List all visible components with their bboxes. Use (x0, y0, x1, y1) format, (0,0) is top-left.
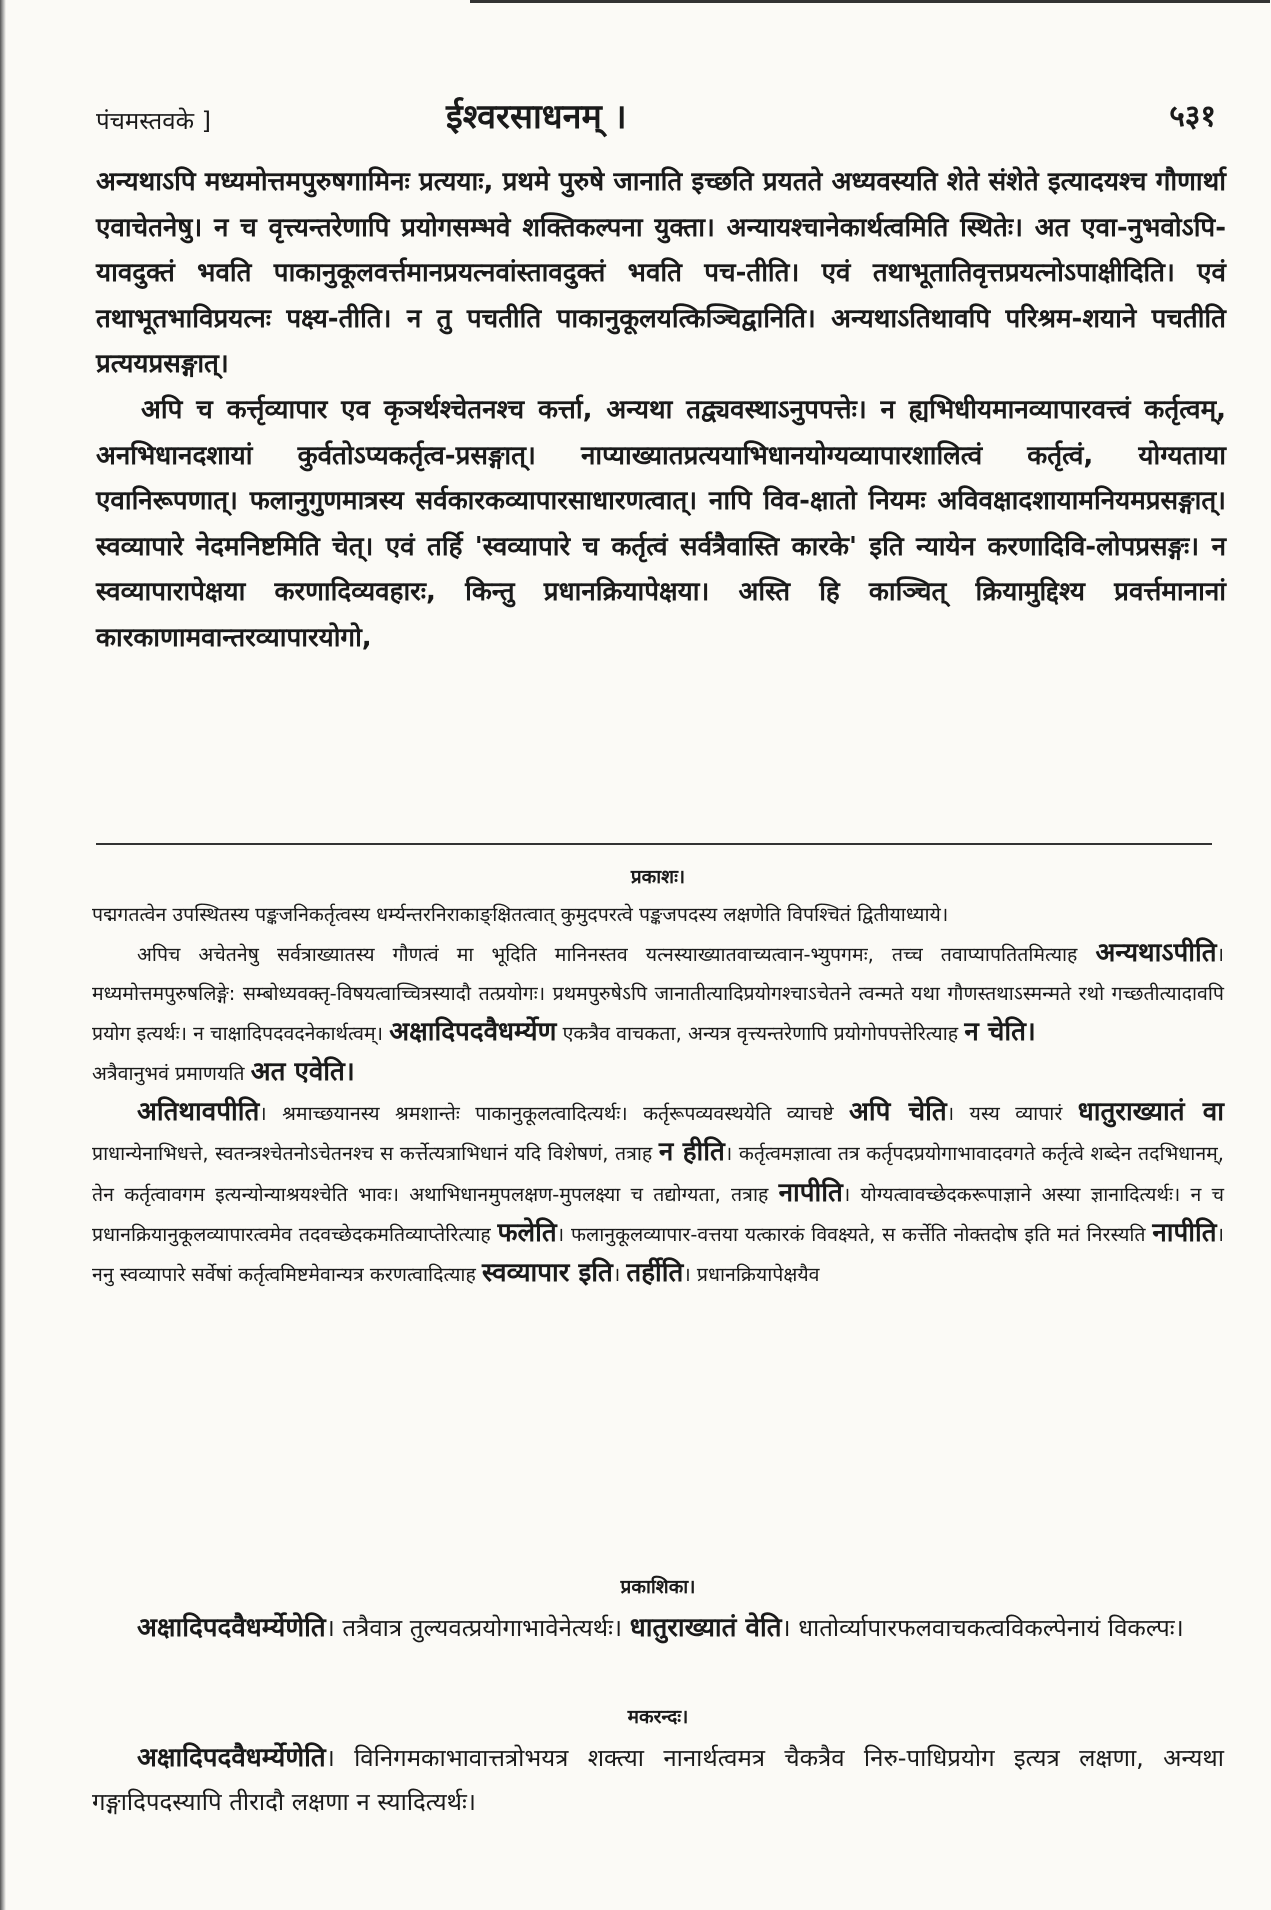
makaranda-heading: मकरन्दः। (627, 1706, 689, 1728)
prakashika-commentary (92, 1568, 1224, 1650)
prakashika-paragraph: अक्षादिपदवैधर्म्येणेति। तत्रैवात्र तुल्यवत्प्रयोगाभावेनेत्यर्थः। धातुराख्यातं वेति। धातोर्व्यापारफलवाचकत्वविकल्पेनायं विकल्पः। (137, 1613, 1184, 1644)
page-number: ५३१ (1169, 99, 1216, 134)
makaranda-commentary (92, 1698, 1224, 1824)
prakasha-paragraph-4: अतिथावपीति। श्रमाच्छयानस्य श्रमशान्तेः पाकानुकूलत्वादित्यर्थः। कर्तृरूपव्यवस्थयेति व्याचष्टे अपि चेति। यस्य व्यापारं धातुराख्यातं वा प्राधान्येनाभिधत्ते, स्वतन्त्रश्चेतनोऽचेतनश्च स कर्त्तेत्यत्राभिधानं यदि विशेषणं, तत्राह न हीति। कर्तृत्वमज्ञात्वा तत्र कर्तृपदप्रयोगाभावादवगते कर्तृत्वे शब्देन तदभिधानम्, तेन कर्तृत्वावगम इत्यन्योन्याश्रयश्चेति भावः। अथाभिधानमुपलक्षण-मुपलक्ष्या च तद्योग्यता, तत्राह नापीति। योग्यत्वावच्छेदकरूपाज्ञाने अस्या ज्ञानादित्यर्थः। न च प्रधानक्रियानुकूलव्यापारत्वमेव तदवच्छेदकमतिव्याप्तेरित्याह फलेति। फलानुकूलव्यापार-वत्तया यत्कारकं विवक्ष्यते, स कर्त्तेति नोक्तदोष इति मतं निरस्यति नापीति। ननु स्वव्यापारे सर्वेषां कर्तृत्वमिष्टमेवान्यत्र करणत्वादित्याह स्वव्यापार इति। तर्हीति। प्रधानक्रियापेक्षयैव (92, 1097, 1225, 1289)
prakasha-paragraph-3: अत्रैवानुभवं प्रमाणयति अत एवेति। (92, 1057, 355, 1088)
prakashika-heading: प्रकाशिका। (620, 1576, 696, 1598)
prakasha-heading: प्रकाशः। (630, 866, 686, 888)
commentary-divider (96, 843, 1212, 845)
top-rule (470, 0, 1270, 3)
makaranda-paragraph: अक्षादिपदवैधर्म्येणेति। विनिगमकाभावात्तत्रोभयत्र शक्त्या नानार्थत्वमत्र चैकत्रैव निरु-पाधिप्रयोग इत्यत्र लक्षणा, अन्यथा गङ्गादिपदस्यापि तीरादौ लक्षणा न स्यादित्यर्थः। (92, 1743, 1224, 1817)
scan-edge-shadow (0, 0, 6, 1910)
prakasha-commentary (92, 858, 1224, 1294)
main-paragraph-1: अन्यथाऽपि मध्यमोत्तमपुरुषगामिनः प्रत्ययाः, प्रथमे पुरुषे जानाति इच्छति प्रयतते अध्यवस्यति शेते संशेते इत्यादयश्च गौणार्था एवाचेतनेषु। न च वृत्त्यन्तरेणापि प्रयोगसम्भवे शक्तिकल्पना युक्ता। अन्यायश्चानेकार्थत्वमिति स्थितेः। अत एवा-नुभवोऽपि-यावदुक्तं भवति पाकानुकूलवर्त्तमानप्रयत्नवांस्तावदुक्तं भवति पच-तीति। एवं तथाभूतातिवृत्तप्रयत्नोऽपाक्षीदिति। एवं तथाभूतभाविप्रयत्नः पक्ष्य-तीति। न तु पचतीति पाकानुकूलयत्किञ्चिद्वानिति। अन्यथाऽतिथावपि परिश्रम-शयाने पचतीति प्रत्ययप्रसङ्गात्। (96, 167, 1226, 380)
page-title: ईश्वरसाधनम् । (446, 97, 627, 137)
section-label: पंचमस्तवके ] (96, 107, 212, 135)
main-text (96, 160, 1226, 662)
prakasha-paragraph-1: पद्मगतत्वेन उपस्थितस्य पङ्कजनिकर्तृत्वस्य धर्म्यन्तरनिराकाङ्क्षितत्वात् कुमुदपरत्वे पङ्कजपदस्य लक्षणेति विपश्चितं द्वितीयाध्याये। (92, 903, 949, 927)
prakasha-paragraph-2: अपिच अचेतनेषु सर्वत्राख्यातस्य गौणत्वं मा भूदिति मानिनस्तव यत्नस्याख्यातवाच्यत्वान-भ्युपगमः, तच्च तवाप्यापतितमित्याह अन्यथाऽपीति। मध्यमोत्तमपुरुषलिङ्गे: सम्बोध्यवक्तृ-विषयत्वाच्चित्रस्यादौ तत्प्रयोगः। प्रथमपुरुषेऽपि जानातीत्यादिप्रयोगश्चाऽचेतने त्वन्मते यथा गौणस्तथाऽस्मन्मते रथो गच्छतीत्यादावपि प्रयोग इत्यर्थः। न चाक्षादिपदवदनेकार्थत्वम्। अक्षादिपदवैधर्म्येण एकत्रैव वाचकता, अन्यत्र वृत्त्यन्तरेणापि प्रयोगोपपत्तेरित्याह न चेति। (92, 938, 1224, 1047)
page-header (96, 92, 1216, 142)
main-paragraph-2: अपि च कर्त्तृव्यापार एव कृञर्थश्चेतनश्च कर्त्ता, अन्यथा तद्व्यवस्थाऽनुपपत्तेः। न ह्यभिधीयमानव्यापारवत्त्वं कर्तृत्वम्, अनभिधानदशायां कुर्वतोऽप्यकर्तृत्व-प्रसङ्गात्। नाप्याख्यातप्रत्ययाभिधानयोग्यव्यापारशालित्वं कर्तृत्वं, योग्यताया एवानिरूपणात्। फलानुगुणमात्रस्य सर्वकारकव्यापारसाधारणत्वात्। नापि विव-क्षातो नियमः अविवक्षादशायामनियमप्रसङ्गात्। स्वव्यापारे नेदमनिष्टमिति चेत्। एवं तर्हि 'स्वव्यापारे च कर्तृत्वं सर्वत्रैवास्ति कारके' इति न्यायेन करणादिवि-लोपप्रसङ्गः। न स्वव्यापारापेक्षया करणादिव्यवहारः, किन्तु प्रधानक्रियापेक्षया। अस्ति हि काञ्चित् क्रियामुद्दिश्य प्रवर्त्तमानानां कारकाणामवान्तरव्यापारयोगो, (96, 394, 1226, 653)
